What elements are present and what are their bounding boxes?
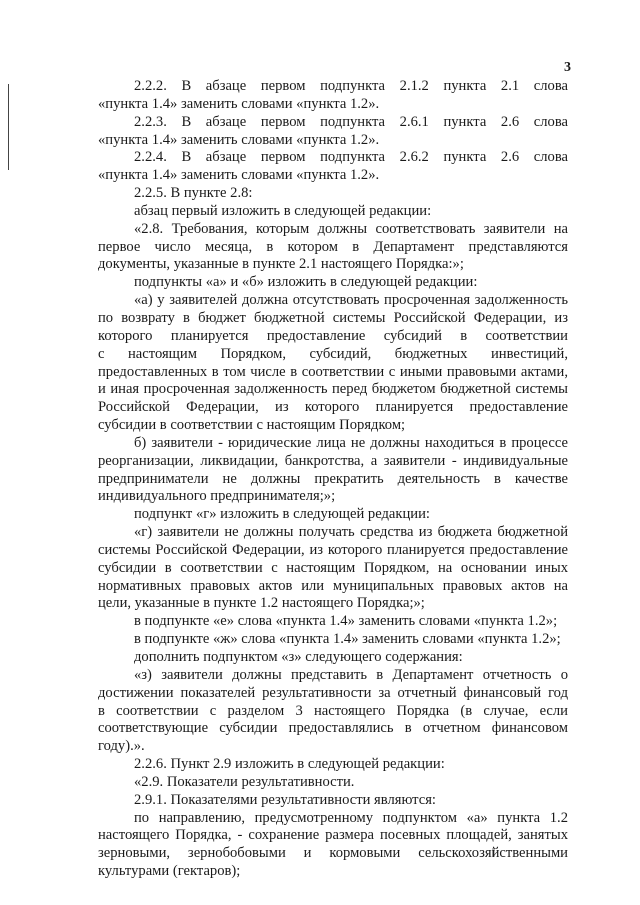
text-line: б) заявители - юридические лица не должны находиться в процессе xyxy=(134,434,568,451)
text-line: 2.2.2. В абзаце первом подпункта 2.1.2 пункта 2.1 слова xyxy=(134,78,568,94)
text-line: в подпункте «е» слова «пункта 1.4» заменить словами «пункта 1.2»; xyxy=(134,613,558,630)
text-line: субсидии в соответствии с настоящим Порядком, на основании иных xyxy=(98,559,568,576)
text-line: реорганизации, ликвидации, банкротства, а заявители - индивидуальные xyxy=(98,452,568,469)
text-line: Российской Федерации, из которого планируется предоставление xyxy=(98,399,568,416)
text-line: по направлению, предусмотренному подпунктом «а» пункта 1.2 xyxy=(134,809,568,826)
text-line: документы, указанные в пункте 2.1 настоящего Порядка:»; xyxy=(98,256,464,273)
text-line: с настоящим Порядком, субсидий, бюджетных инвестиций, xyxy=(98,345,568,362)
text-line: индивидуального предпринимателя;»; xyxy=(98,488,336,505)
text-line: 2.2.5. В пункте 2.8: xyxy=(134,185,253,202)
text-line: «з) заявители должны представить в Департамент отчетность о xyxy=(134,666,568,683)
text-line: в соответствии с разделом 3 настоящего Порядка (в случае, если xyxy=(98,702,568,719)
text-line: подпункты «а» и «б» изложить в следующей редакции: xyxy=(134,274,478,291)
text-line: 2.2.4. В абзаце первом подпункта 2.6.2 пункта 2.6 слова xyxy=(134,149,568,166)
text-line: «пункта 1.4» заменить словами «пункта 1.2». xyxy=(98,167,380,184)
text-line: «2.9. Показатели результативности. xyxy=(134,773,355,790)
text-line: первое число месяца, в котором в Департамент представляются xyxy=(98,238,568,255)
text-line: нормативных правовых актов или муниципальных правовых актов на xyxy=(98,577,568,594)
text-line: 2.2.6. Пункт 2.9 изложить в следующей редакции: xyxy=(134,756,445,773)
document-body xyxy=(98,78,568,881)
text-line: настоящего Порядка, - сохранение размера посевных площадей, занятых xyxy=(98,827,568,844)
text-line: культурами (гектаров); xyxy=(98,863,241,880)
text-line: зерновыми, зернобобовыми и кормовыми сельскохозяйственными xyxy=(98,845,568,862)
text-line: соответствующие субсидии предоставлялись в отчетном финансовом xyxy=(98,720,568,737)
text-line: по возврату в бюджет бюджетной системы Российской Федерации, из xyxy=(98,309,568,326)
text-line: «2.8. Требования, которым должны соответствовать заявители на xyxy=(134,220,568,237)
text-line: которого планируется предоставление субсидий в соответствии xyxy=(98,327,568,344)
text-line: субсидии в соответствии с настоящим Порядком; xyxy=(98,417,406,434)
text-line: дополнить подпунктом «з» следующего содержания: xyxy=(134,649,463,665)
text-line: году).». xyxy=(98,738,145,755)
page-number: 3 xyxy=(564,60,571,75)
text-line: 2.9.1. Показателями результативности являются: xyxy=(134,791,436,808)
text-line: в подпункте «ж» слова «пункта 1.4» заменить словами «пункта 1.2»; xyxy=(134,631,561,648)
text-line: «пункта 1.4» заменить словами «пункта 1.2». xyxy=(98,131,380,148)
text-line: цели, указанные в пункте 1.2 настоящего Порядка;»; xyxy=(98,595,425,612)
text-line: предприниматели не должны прекратить деятельность в качестве xyxy=(98,470,568,487)
text-line: и иная просроченная задолженность перед бюджетом бюджетной системы xyxy=(98,381,568,398)
text-line: подпункт «г» изложить в следующей редакции: xyxy=(134,506,430,523)
text-line: 2.2.3. В абзаце первом подпункта 2.6.1 пункта 2.6 слова xyxy=(134,113,568,130)
text-line: «пункта 1.4» заменить словами «пункта 1.2». xyxy=(98,95,380,112)
text-line: «г) заявители не должны получать средства из бюджета бюджетной xyxy=(134,524,568,541)
text-line: достижении показателей результативности за отчетный финансовый год xyxy=(98,684,568,701)
margin-mark xyxy=(8,84,9,170)
text-line: абзац первый изложить в следующей редакции: xyxy=(134,202,432,219)
text-line: системы Российской Федерации, из которого планируется предоставление xyxy=(98,541,568,558)
text-line: «а) у заявителей должна отсутствовать просроченная задолженность xyxy=(134,292,568,309)
text-line: предоставленных в том числе в соответствии с иными правовыми актами, xyxy=(98,363,568,380)
